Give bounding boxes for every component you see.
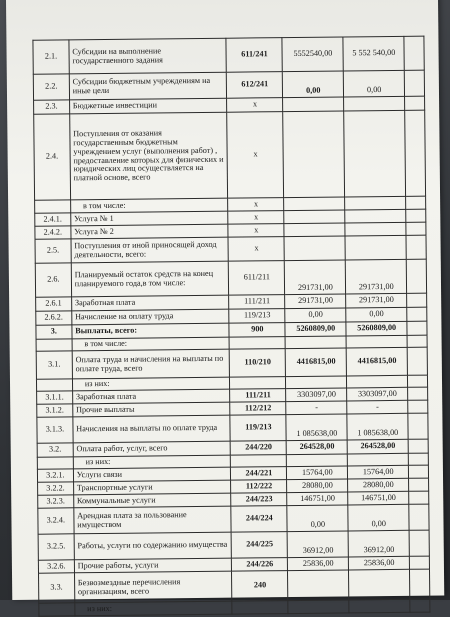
row-value-1: 291731,00 — [285, 260, 346, 295]
row-name: Начисления на выплаты по оплате труда — [73, 415, 231, 443]
row-value-2: 264528,00 — [347, 439, 408, 454]
row-value-1 — [284, 236, 345, 261]
row-code: 244/220 — [231, 441, 287, 456]
row-name: Услуги связи — [73, 467, 231, 482]
document-page — [6, 0, 444, 613]
row-value-2: 291731,00 — [346, 293, 407, 308]
row-extra — [406, 259, 426, 293]
row-name: из них: — [75, 601, 233, 616]
row-value-1: 5260809,00 — [285, 322, 346, 337]
row-number: 2.6.2. — [36, 311, 72, 325]
row-extra — [410, 556, 430, 569]
row-name: Поступления от иной приносящей доход деятельности, всего: — [71, 237, 229, 263]
row-value-2: 146751,00 — [348, 491, 409, 505]
row-name: Заработная плата — [72, 389, 230, 404]
row-value-1 — [288, 570, 349, 601]
row-value-2: 5260809,00 — [346, 321, 407, 336]
row-value-1 — [283, 97, 344, 112]
row-code: 112/212 — [230, 402, 286, 416]
row-code: 240 — [232, 571, 288, 602]
row-extra — [410, 599, 430, 612]
row-extra — [407, 335, 427, 347]
row-value-2 — [349, 569, 410, 600]
row-extra — [407, 347, 427, 375]
row-name: Транспортные услуги — [73, 480, 231, 495]
row-code: 119/213 — [230, 415, 286, 442]
row-extra — [408, 387, 428, 400]
row-value-1: 264528,00 — [287, 440, 348, 455]
row-value-1 — [288, 600, 349, 614]
row-number: 3.2. — [37, 443, 73, 457]
row-extra — [409, 465, 429, 478]
row-value-1: 15764,00 — [287, 466, 348, 480]
row-number: 3.2.4. — [38, 508, 74, 534]
row-name: Прочие выплаты — [73, 402, 231, 417]
row-code — [230, 377, 286, 390]
row-extra — [409, 478, 429, 491]
row-value-2: 36912,00 — [348, 530, 409, 557]
row-value-2: 5 552 540,00 — [343, 36, 404, 71]
row-value-1: 1 085638,00 — [286, 414, 347, 441]
row-value-2 — [344, 110, 406, 197]
row-code: x — [227, 112, 284, 199]
row-number: 2.3. — [34, 100, 70, 114]
row-name: из них: — [73, 455, 231, 469]
table-row — [37, 413, 428, 443]
table-row — [38, 530, 429, 560]
row-name: в том числе: — [72, 337, 230, 351]
row-number — [37, 457, 73, 469]
row-name: Услуга № 2 — [71, 224, 229, 239]
row-name: Услуга № 1 — [71, 211, 229, 226]
row-number: 3.2.1. — [37, 469, 73, 482]
row-code: 111/211 — [229, 295, 285, 310]
row-extra — [408, 400, 428, 413]
row-name: Планируемый остаток средств на конец планируемого года,в том числе: — [71, 261, 229, 297]
row-value-2 — [346, 335, 407, 348]
row-name: Работы, услуги по содержанию имущества — [74, 532, 232, 560]
row-value-2 — [345, 196, 406, 210]
row-extra — [409, 504, 429, 530]
row-extra — [406, 209, 426, 222]
row-number: 3.1.1. — [37, 391, 73, 404]
row-value-2 — [345, 235, 406, 260]
row-name: в том числе: — [70, 198, 228, 213]
row-extra — [409, 530, 429, 556]
row-number: 3.1.3. — [37, 417, 73, 443]
row-value-2: 0,00 — [346, 307, 407, 322]
row-code: 244/226 — [232, 558, 288, 572]
row-number: 2.6. — [35, 263, 71, 297]
row-value-2: 25836,00 — [349, 556, 410, 570]
table-row — [34, 110, 426, 200]
row-extra — [406, 235, 426, 259]
row-code: 611/241 — [226, 38, 282, 73]
row-value-1: 4416815,00 — [286, 348, 347, 377]
row-extra — [406, 196, 426, 209]
row-extra — [407, 293, 427, 307]
row-number: 2.4. — [34, 114, 71, 200]
row-extra — [410, 569, 430, 599]
table-row — [39, 569, 430, 603]
row-number — [35, 200, 71, 213]
row-value-2: 3303097,00 — [347, 387, 408, 401]
row-name: Оплата работ, услуг, всего — [73, 441, 231, 457]
row-number: 3.1. — [36, 351, 72, 379]
row-value-2 — [348, 453, 409, 466]
row-number — [36, 379, 72, 391]
row-extra — [404, 36, 424, 70]
row-value-2: 15764,00 — [348, 465, 409, 479]
row-code: 244/224 — [231, 506, 287, 533]
table-row — [38, 504, 429, 534]
row-code: 611/211 — [229, 261, 285, 296]
row-name: Субсидии бюджетным учреждениям на иные цели — [69, 72, 227, 100]
row-extra — [408, 453, 428, 465]
row-name: Начисление на оплату труда — [72, 309, 230, 325]
row-name: Коммунальные услуги — [73, 493, 231, 508]
table-row — [33, 70, 424, 100]
row-number: 3.2.3. — [38, 495, 74, 508]
row-value-1 — [284, 210, 345, 224]
row-number: 3. — [36, 325, 72, 339]
row-number — [39, 603, 75, 616]
row-code: x — [228, 224, 284, 238]
row-value-2 — [345, 209, 406, 223]
row-value-1: 5552540,00 — [282, 37, 343, 72]
row-value-2 — [345, 222, 406, 236]
row-code: 111/211 — [230, 389, 286, 403]
row-number: 2.6.1 — [36, 297, 72, 311]
row-number: 3.3. — [39, 573, 75, 603]
row-extra — [405, 96, 425, 110]
row-name: Оплата труда и начисления на выплаты по оплате труда, всего — [72, 349, 230, 379]
row-value-2: 1 085638,00 — [347, 413, 408, 440]
row-value-1 — [284, 223, 345, 237]
row-name: Поступления от оказания государственным бюджетным учреждением услуг (выполнения работ) , предоставление которых для физических и юридических лиц осуществляется на платной основе, всего — [69, 112, 228, 200]
row-value-1: 0,00 — [283, 71, 344, 98]
row-extra — [404, 70, 424, 96]
row-code: x — [228, 237, 284, 262]
row-code: x — [228, 198, 284, 212]
row-number: 2.2. — [33, 74, 69, 100]
row-extra — [409, 491, 429, 504]
row-code — [229, 337, 285, 350]
row-value-1: 0,00 — [285, 308, 346, 323]
row-value-1: 146751,00 — [287, 492, 348, 506]
row-code: 900 — [229, 323, 285, 338]
row-extra — [407, 321, 427, 335]
row-name: Арендная плата за пользование имуществом — [74, 506, 232, 534]
row-value-2: 4416815,00 — [346, 347, 407, 376]
row-code — [232, 601, 288, 615]
row-value-1: - — [286, 401, 347, 415]
row-extra — [408, 439, 428, 453]
row-code — [231, 455, 287, 468]
table-row — [36, 347, 427, 379]
row-value-1: 28080,00 — [287, 479, 348, 493]
row-value-2 — [344, 96, 405, 111]
row-name: Выплаты, всего: — [72, 323, 230, 339]
row-number: 3.2.6. — [38, 560, 74, 573]
row-value-2: 0,00 — [348, 504, 409, 531]
row-code: 244/223 — [231, 493, 287, 507]
row-number: 3.1.2. — [37, 404, 73, 417]
table-row — [39, 599, 430, 616]
row-value-1: 0,00 — [287, 505, 348, 532]
row-number: 2.1. — [33, 40, 69, 74]
row-code: 110/210 — [230, 349, 286, 378]
row-name: Прочие работы, услуги — [74, 558, 232, 573]
row-extra — [406, 222, 426, 235]
row-number — [36, 339, 72, 351]
row-value-1 — [285, 336, 346, 349]
row-code: 244/225 — [231, 532, 287, 559]
row-value-1: 3303097,00 — [286, 388, 347, 402]
row-extra — [408, 413, 428, 439]
row-name: Субсидии на выполнение государственного задания — [69, 38, 227, 74]
row-code: 119/213 — [229, 309, 285, 324]
row-value-2: 0,00 — [344, 70, 405, 97]
row-extra — [405, 110, 426, 196]
table-row — [35, 259, 426, 297]
row-name: из них: — [72, 377, 230, 391]
row-number: 2.4.2. — [35, 226, 71, 239]
row-code: 112/222 — [231, 480, 287, 494]
row-number: 2.4.1. — [35, 213, 71, 226]
row-number: 3.2.2. — [38, 482, 74, 495]
row-value-2: 28080,00 — [348, 478, 409, 492]
row-value-2 — [349, 599, 410, 613]
row-extra — [407, 307, 427, 321]
row-value-1 — [284, 197, 345, 211]
row-value-1: 36912,00 — [287, 531, 348, 558]
row-name: Заработная плата — [71, 295, 229, 311]
row-value-2: - — [347, 400, 408, 414]
row-code: x — [227, 98, 283, 113]
row-number: 3.2.5. — [38, 534, 74, 560]
row-value-1 — [286, 376, 347, 389]
row-value-1: 291731,00 — [285, 294, 346, 309]
row-code: 612/241 — [227, 72, 283, 99]
row-value-1: 25836,00 — [288, 557, 349, 571]
finance-plan-table — [32, 36, 430, 617]
row-number: 2.5. — [35, 239, 71, 263]
row-value-1 — [287, 454, 348, 467]
row-name: Безвозмездные перечисления организациям, всего — [74, 571, 232, 603]
row-code: x — [228, 211, 284, 225]
row-value-2: 291731,00 — [346, 259, 407, 294]
row-name: Бюджетные инвестиции — [69, 98, 227, 114]
row-code: 244/221 — [231, 467, 287, 481]
row-value-1 — [283, 111, 345, 198]
row-extra — [408, 375, 428, 387]
table-row — [33, 36, 424, 74]
row-value-2 — [347, 375, 408, 388]
